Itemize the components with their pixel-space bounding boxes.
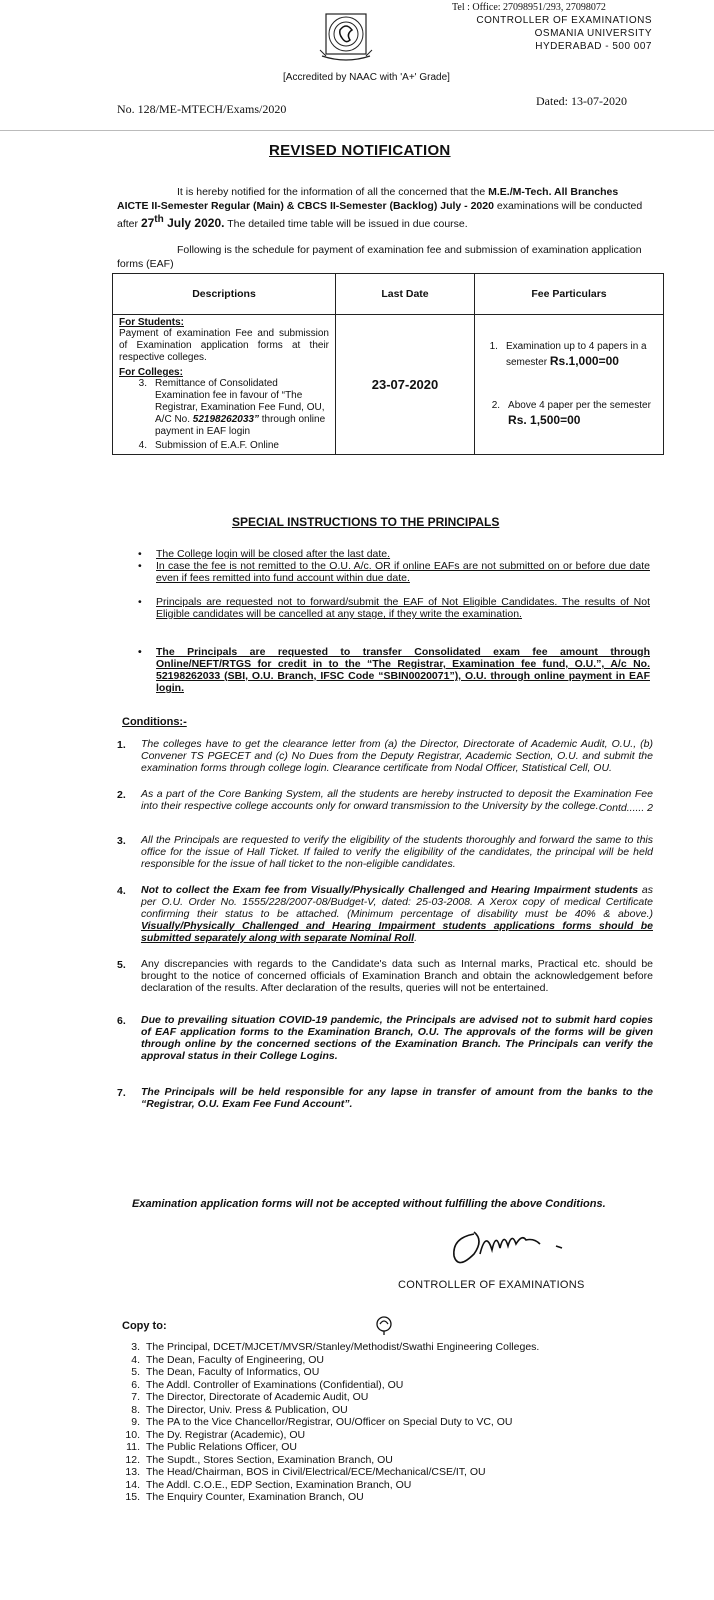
document-title: REVISED NOTIFICATION: [269, 142, 451, 159]
list-item: • Principals are requested not to forward/submit the EAF of Not Eligible Candidates. The results of Not Eligible candidates will be cancelled at any stage, if they write the examination.: [130, 596, 650, 620]
condition-text: Any discrepancies with regards to the Candidate's data such as Internal marks, Practical etc. should be brought to the notice of concerned officials of Examination Branch and obtain the acknowledgement before declaration of the results. After declaration of the results, queries will not be entertained.: [141, 958, 653, 994]
list-item-number: 11.: [126, 1441, 140, 1453]
list-item-number: 12.: [125, 1453, 140, 1466]
descriptions-cell: [113, 315, 336, 455]
list-item-number: 7.: [131, 1391, 140, 1403]
intro-text: examinations will be conducted after: [117, 200, 643, 230]
copy-to-list: [118, 1341, 539, 1504]
list-item-text: The Enquiry Counter, Examination Branch, OU: [146, 1491, 364, 1503]
fee-description: Above 4 paper per the semester: [508, 400, 651, 411]
list-item-number: 8.: [131, 1403, 140, 1416]
office-telephone: Tel : Office: 27098951/293, 27098072: [452, 2, 606, 13]
address-line: CONTROLLER OF EXAMINATIONS: [476, 15, 652, 26]
list-item: [118, 1491, 539, 1504]
intro-start-date: [141, 216, 225, 230]
list-item-text: The PA to the Vice Chancellor/Registrar, OU/Officer on Special Duty to VC, OU: [146, 1416, 513, 1428]
intro-text: It is hereby notified for the information of all the concerned that the: [177, 186, 489, 198]
condition-item: [115, 1014, 653, 1062]
copy-to-heading: Copy to:: [122, 1320, 167, 1332]
fee-item-number: 1.: [489, 341, 498, 352]
intro-paragraph: [117, 185, 652, 231]
intro-start-month: July 2020.: [163, 216, 225, 230]
last-date-cell: 23-07-2020: [336, 315, 475, 455]
condition-bold-text: Not to collect the Exam fee from Visually/Physically Challenged and Hearing Impairment students: [141, 884, 639, 896]
list-item-number: 4.: [131, 1353, 140, 1366]
intro-text: The detailed time table will be issued in due course.: [224, 218, 468, 230]
condition-item: [115, 1086, 653, 1110]
university-emblem-icon: [318, 10, 374, 62]
fee-amount: Rs. 1,500=00: [508, 413, 581, 427]
reference-number: No. 128/ME-MTECH/Exams/2020: [117, 102, 287, 116]
students-text: Payment of examination Fee and submission of Examination application forms at their respective colleges.: [119, 328, 329, 363]
condition-item: [115, 788, 653, 814]
list-item-number: 9.: [131, 1416, 140, 1428]
list-item-text: The Addl. C.O.E., EDP Section, Examination Branch, OU: [146, 1478, 412, 1491]
special-instructions-heading: SPECIAL INSTRUCTIONS TO THE PRINCIPALS: [232, 515, 500, 529]
signatory-title: CONTROLLER OF EXAMINATIONS: [398, 1279, 585, 1291]
list-item-number: 6.: [131, 1378, 140, 1391]
list-item-number: 10.: [125, 1428, 140, 1441]
fee-description: Examination up to 4 papers in a semester: [505, 341, 647, 368]
college-item: [119, 378, 329, 438]
college-item-number: 4.: [138, 440, 147, 451]
list-item: [118, 1366, 539, 1379]
condition-number: 6.: [117, 1015, 126, 1027]
list-item-number: 14.: [125, 1478, 140, 1491]
list-item: [118, 1354, 539, 1367]
college-item-text-a: Remittance of Consolidated Examination fee in favour of “The Registrar, Examination Fee Fund, OU, A/C No.: [155, 378, 325, 425]
list-item-number: 13.: [125, 1466, 140, 1478]
college-item-text-c: through online payment in EAF login: [155, 414, 326, 437]
office-address: [476, 14, 652, 53]
address-line: HYDERABAD - 500 007: [535, 41, 652, 52]
signature-icon: [434, 1214, 584, 1274]
college-item-text: [155, 378, 329, 438]
condition-text-part: .: [414, 932, 417, 944]
special-instructions-list: [130, 548, 650, 694]
fee-item-text: [508, 398, 657, 429]
list-item: [118, 1466, 539, 1479]
fee-item-number: 2.: [491, 400, 501, 411]
fee-schedule-table: [112, 273, 664, 455]
list-item-text: The Director, Directorate of Academic Audit, OU: [146, 1391, 369, 1403]
table-header-row: [113, 274, 664, 315]
schedule-intro-paragraph: Following is the schedule for payment of examination fee and submission of examination application forms (EAF): [117, 244, 642, 270]
condition-underlined-text: Visually/Physically Challenged and Hearing Impairment students applications forms should be submitted separately along with separate Nominal Roll: [141, 920, 653, 944]
list-item: [118, 1404, 539, 1417]
continued-marker: Contd...... 2: [598, 802, 653, 814]
list-item-number: 15.: [125, 1491, 140, 1503]
list-item: [118, 1379, 539, 1392]
students-heading: For Students:: [119, 317, 184, 328]
list-item: • The College login will be closed after the last date.: [130, 548, 650, 560]
condition-text: All the Principals are requested to verify the eligibility of the students thoroughly and forward the same to this office for the issue of Hall Ticket. If failed to verify the eligibility of the candidates, the principal will be held responsible for the issue of hall ticket to the non-eligible candidates.: [141, 834, 653, 870]
list-item: [118, 1429, 539, 1442]
list-item-text: The Supdt., Stores Section, Examination Branch, OU: [146, 1453, 393, 1466]
list-item: [118, 1391, 539, 1404]
condition-number: 5.: [117, 959, 126, 971]
list-item: [118, 1341, 539, 1354]
condition-text: The Principals will be held responsible for any lapse in transfer of amount from the banks to the “Registrar, O.U. Exam Fee Fund Account”.: [141, 1086, 653, 1110]
condition-text: [141, 884, 653, 944]
list-item-text: The Dy. Registrar (Academic), OU: [146, 1428, 306, 1441]
fee-item: [481, 398, 657, 429]
table-row: [113, 315, 664, 455]
header-divider: [0, 130, 714, 131]
condition-number: 3.: [117, 835, 126, 847]
conditions-list: [115, 738, 653, 1110]
intro-start-day-suffix: th: [154, 214, 164, 225]
list-item-text: The Dean, Faculty of Informatics, OU: [146, 1366, 320, 1378]
list-item: • In case the fee is not remitted to the O.U. A/c. OR if online EAFs are not submitted on or before due date even if fees remitted into fund account within due date.: [130, 560, 650, 584]
intro-start-day: 27: [140, 216, 155, 230]
account-number: 52198262033”: [192, 414, 259, 425]
list-item: [118, 1454, 539, 1467]
fee-item-text: [506, 339, 657, 370]
table-header-cell: Descriptions: [113, 274, 336, 315]
fee-particulars-cell: [475, 315, 664, 455]
list-item-text: The Dean, Faculty of Engineering, OU: [146, 1353, 325, 1366]
list-item-text: The Head/Chairman, BOS in Civil/Electrical/ECE/Mechanical/CSE/IT, OU: [146, 1466, 486, 1478]
condition-item: [115, 958, 653, 994]
list-item-number: 5.: [131, 1366, 140, 1378]
table-header-cell: Fee Particulars: [475, 274, 664, 315]
conditions-heading: Conditions:-: [122, 716, 187, 728]
condition-number: 2.: [117, 789, 126, 801]
condition-text-part: as per O.U. Order No. 1555/228/2007-08/Budget-V, dated: 25-03-2008. A Xerox copy of medical Certificate confirming their status to be attached. (Minimum percentage of disability must be 40% & above.): [141, 884, 653, 920]
condition-item: [115, 834, 653, 870]
intro-exam-name: M.E./M-Tech. All Branches AICTE II-Semester Regular (Main) & CBCS II-Semester (Backlog) July - 2020: [117, 186, 619, 212]
college-item-number: 3.: [138, 378, 147, 389]
college-item: [119, 440, 329, 452]
table-header-cell: Last Date: [336, 274, 475, 315]
initials-mark-icon: [372, 1312, 396, 1336]
list-item: • The Principals are requested to transfer Consolidated exam fee amount through Online/NEFT/RTGS for credit in to the “The Registrar, Examination fee fund, O.U.”, A/c No. 52198262033 (SBI, O.U. Branch, IFSC Code “SBIN0020071”), O.U. through online payment in EAF login.: [130, 646, 650, 694]
list-item-text: The Public Relations Officer, OU: [146, 1441, 297, 1453]
list-item-number: 3.: [131, 1341, 140, 1353]
college-item-text: Submission of E.A.F. Online: [155, 440, 279, 451]
condition-text: As a part of the Core Banking System, all the students are hereby instructed to deposit the Examination Fee into their respective college accounts only for onward transmission to the University by the college.: [141, 788, 653, 812]
list-item-text: The Director, Univ. Press & Publication, OU: [146, 1403, 348, 1416]
fee-item: [481, 339, 657, 370]
condition-number: 4.: [117, 885, 126, 897]
condition-number: 1.: [117, 739, 126, 751]
colleges-heading: For Colleges:: [119, 367, 183, 378]
condition-text: Due to prevailing situation COVID-19 pandemic, the Principals are advised not to submit hard copies of EAF application forms to the Examination Branch, O.U. The approvals of the forms will be given through online by the concerned sections of the Examination Branch. The Principals can verify the approval status in their College Logins.: [141, 1014, 653, 1062]
fee-amount: Rs.1,000=00: [549, 354, 619, 368]
condition-text: The colleges have to get the clearance letter from (a) the Director, Directorate of Academic Audit, O.U., (b) Convener TS PGECET and (c) No Dues from the Deputy Registrar, Academic Section, O.U. and submit the examination forms through college login. Clearance certificate from Nodal Officer, Statistical Cell, OU.: [141, 738, 653, 774]
notification-date: Dated: 13-07-2020: [536, 94, 627, 108]
list-item: [118, 1479, 539, 1492]
list-item-text: The Addl. Controller of Examinations (Confidential), OU: [146, 1378, 404, 1391]
accreditation-line: [Accredited by NAAC with 'A+' Grade]: [283, 72, 450, 83]
condition-number: 7.: [117, 1087, 126, 1099]
final-note: Examination application forms will not be accepted without fulfilling the above Conditions.: [132, 1198, 606, 1210]
address-line: OSMANIA UNIVERSITY: [534, 28, 652, 39]
list-item: [118, 1441, 539, 1454]
condition-item: [115, 884, 653, 944]
list-item-text: The Principal, DCET/MJCET/MVSR/Stanley/Methodist/Swathi Engineering Colleges.: [146, 1341, 540, 1353]
condition-item: [115, 738, 653, 774]
list-item: [118, 1416, 539, 1429]
